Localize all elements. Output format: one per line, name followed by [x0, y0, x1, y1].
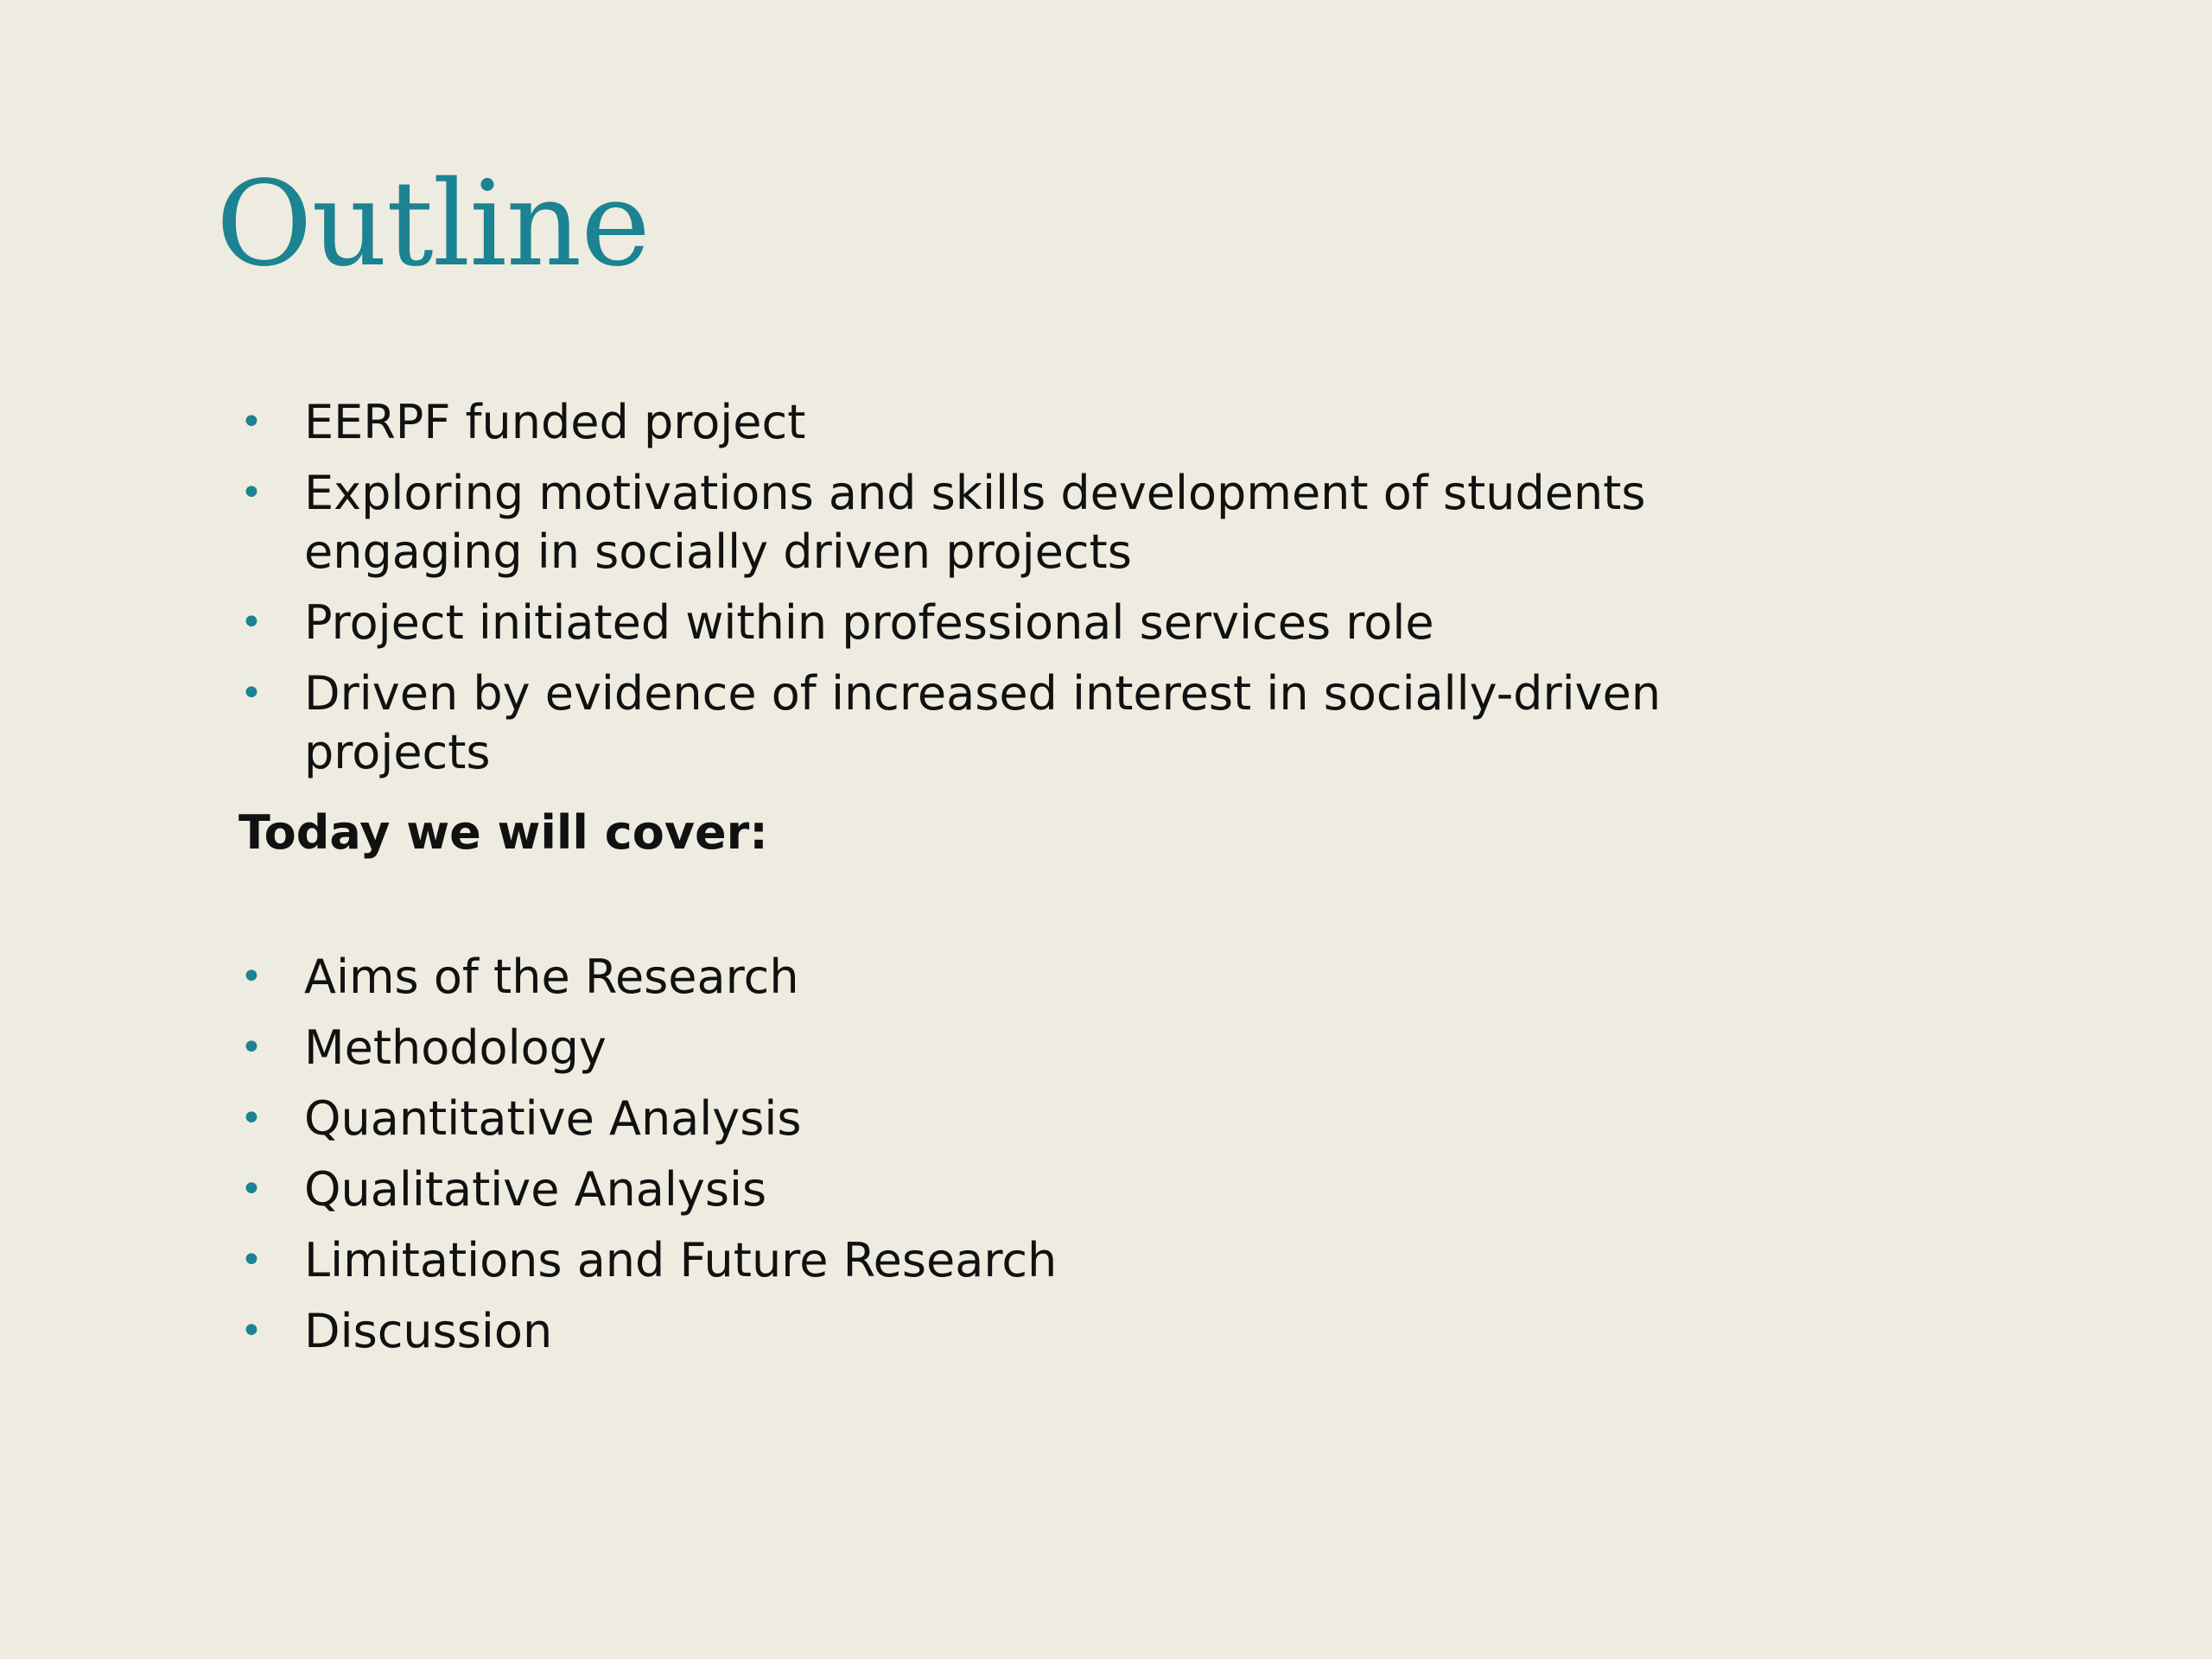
list-item-text: Quantitative Analysis — [304, 1091, 802, 1146]
list-item — [235, 1231, 1790, 1290]
bullet-icon: • — [240, 955, 263, 999]
list-item — [235, 1302, 1790, 1361]
list-item-text: Driven by evidence of increased interest in socially-driven projects — [304, 666, 1662, 779]
slide-title: Outline — [216, 156, 650, 293]
list-item-text: Qualitative Analysis — [304, 1162, 767, 1217]
list-item-text: Exploring motivations and skills development of students engaging in socially driven projects — [304, 466, 1646, 579]
list-item-text: EERPF funded project — [304, 395, 806, 449]
bullet-icon: • — [240, 1096, 263, 1141]
list-item — [235, 948, 1790, 1007]
list-item-text: Aims of the Research — [304, 950, 799, 1004]
bullet-icon: • — [240, 1309, 263, 1353]
cover-bullet-list — [235, 948, 1790, 1373]
list-item — [235, 464, 1773, 582]
list-item — [235, 594, 1790, 652]
list-item-text: Project initiated within professional services role — [304, 595, 1434, 650]
intro-bullet-list — [235, 393, 1790, 794]
bullet-icon: • — [240, 1238, 263, 1282]
bullet-icon: • — [240, 400, 263, 444]
list-item — [235, 1160, 1790, 1219]
list-item — [235, 664, 1790, 782]
list-item-text: Methodology — [304, 1020, 607, 1075]
bullet-icon: • — [240, 471, 263, 515]
bullet-icon: • — [240, 601, 263, 645]
list-item — [235, 393, 1790, 452]
bullet-icon: • — [240, 1167, 263, 1211]
bullet-icon: • — [240, 671, 263, 715]
bullet-icon: • — [240, 1026, 263, 1070]
cover-heading: Today we will cover: — [238, 805, 768, 860]
list-item-text: Limitations and Future Research — [304, 1233, 1058, 1287]
list-item-text: Discussion — [304, 1304, 553, 1358]
list-item — [235, 1019, 1790, 1077]
list-item — [235, 1090, 1790, 1148]
